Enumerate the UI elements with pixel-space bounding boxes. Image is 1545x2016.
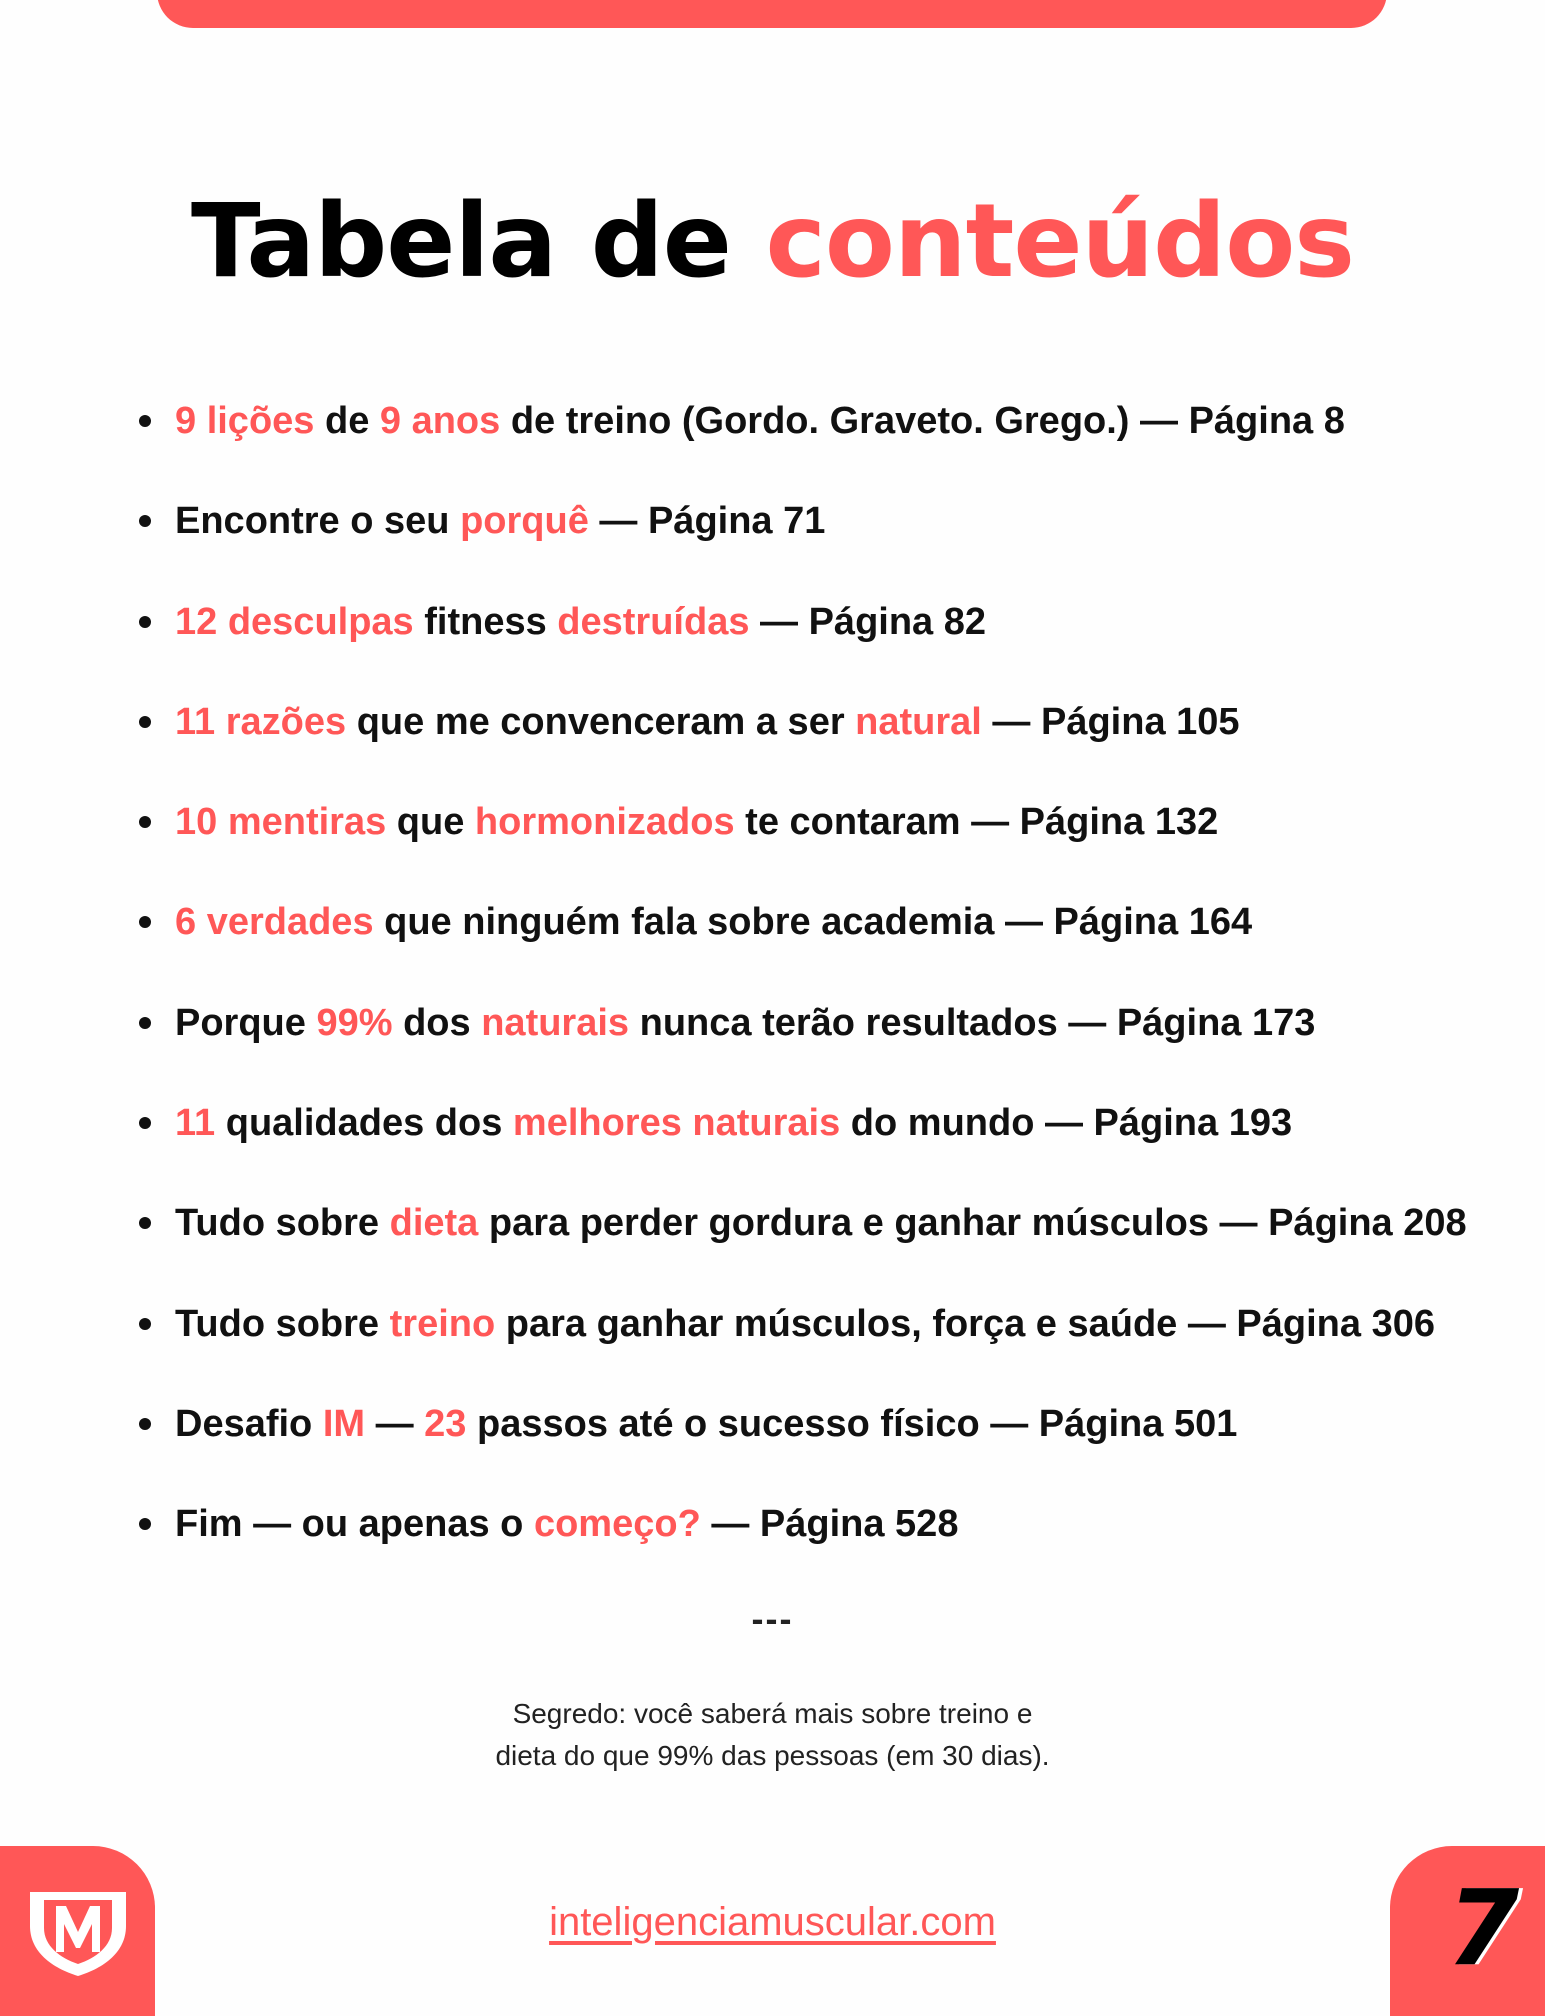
toc-item-text: passos até o sucesso físico — Página 501	[466, 1402, 1238, 1445]
page-title	[0, 172, 1545, 312]
toc-item-text: Tudo sobre	[175, 1302, 390, 1345]
toc-item-text: — Página 82	[749, 600, 987, 643]
toc-item-text: Tudo sobre	[175, 1202, 390, 1245]
toc-item-text: te contaram — Página 132	[734, 801, 1219, 844]
toc-item-highlight: 9 lições	[175, 400, 315, 442]
toc-item	[0, 478, 1545, 578]
secret-note	[0, 1693, 1545, 1777]
toc-item	[0, 1481, 1545, 1581]
toc-item-text: fitness	[413, 600, 558, 643]
toc-item-highlight: natural	[855, 700, 982, 743]
toc-item-highlight: 9 anos	[379, 400, 501, 442]
toc-item-text: dos	[392, 1001, 482, 1044]
toc-item-text: Fim — ou apenas o	[175, 1503, 534, 1546]
toc-item-highlight: 11 razões	[175, 700, 347, 743]
title-highlight: conteúdos	[765, 182, 1354, 301]
toc-item-highlight: 23	[424, 1402, 467, 1445]
section-divider: ---	[751, 1598, 794, 1639]
toc-item-text: que	[386, 801, 475, 844]
toc-item-highlight: treino	[389, 1302, 496, 1345]
toc-item	[0, 1180, 1545, 1280]
toc-item-highlight: 6 verdades	[175, 901, 374, 944]
toc-item-highlight: IM	[322, 1402, 366, 1445]
toc-item-highlight: porquê	[460, 500, 589, 543]
toc-item	[0, 980, 1545, 1080]
toc-item-text: para ganhar músculos, força e saúde — Página 306	[495, 1302, 1435, 1345]
toc-item-text: —	[365, 1402, 425, 1445]
toc-item-highlight: 12 desculpas	[175, 600, 414, 643]
toc-item-text: de	[314, 400, 380, 442]
toc-item-highlight: 10 mentiras	[175, 801, 387, 844]
toc-item-text: do mundo — Página 193	[840, 1102, 1293, 1145]
toc-item-text: Desafio	[175, 1402, 323, 1445]
toc-item-text: Porque	[175, 1001, 317, 1044]
secret-note-line-2: dieta do que 99% das pessoas (em 30 dias).	[495, 1740, 1050, 1771]
toc-item-text: Encontre o seu	[175, 500, 461, 543]
toc-item	[0, 779, 1545, 879]
toc-item-text: — Página 528	[700, 1503, 959, 1546]
toc-item	[0, 1080, 1545, 1180]
top-accent-bar	[157, 0, 1387, 28]
toc-item-text: de treino (Gordo. Graveto. Grego.) — Página 8	[500, 400, 1345, 442]
toc-item	[0, 579, 1545, 679]
title-text: Tabela de	[191, 182, 766, 301]
toc-item	[0, 378, 1545, 478]
page-number: 7	[1446, 1867, 1520, 1989]
toc-item-text: — Página 71	[588, 500, 826, 543]
toc-item-text: que ninguém fala sobre academia — Página 164	[373, 901, 1253, 944]
table-of-contents	[0, 378, 1545, 1582]
toc-item	[0, 1381, 1545, 1481]
toc-item-highlight: dieta	[389, 1202, 479, 1245]
toc-item	[0, 1281, 1545, 1381]
toc-item	[0, 679, 1545, 779]
toc-item-highlight: destruídas	[557, 600, 750, 643]
toc-item-text: qualidades dos	[215, 1102, 513, 1145]
toc-item	[0, 879, 1545, 979]
toc-item-text: nunca terão resultados — Página 173	[629, 1001, 1316, 1044]
toc-item-highlight: 11	[175, 1102, 216, 1145]
toc-item-highlight: melhores naturais	[512, 1102, 841, 1145]
toc-item-highlight: naturais	[481, 1001, 630, 1044]
page-number-tab	[1390, 1846, 1545, 2016]
secret-note-line-1: Segredo: você saberá mais sobre treino e	[512, 1698, 1033, 1729]
toc-item-highlight: hormonizados	[474, 801, 735, 844]
toc-item-text: — Página 105	[981, 700, 1240, 743]
toc-item-highlight: 99%	[316, 1001, 393, 1044]
toc-item-highlight: começo?	[533, 1503, 701, 1546]
toc-item-text: que me convenceram a ser	[346, 700, 856, 743]
website-link[interactable]: inteligenciamuscular.com	[549, 1900, 996, 1944]
toc-item-text: para perder gordura e ganhar músculos — Página 208	[478, 1202, 1467, 1245]
